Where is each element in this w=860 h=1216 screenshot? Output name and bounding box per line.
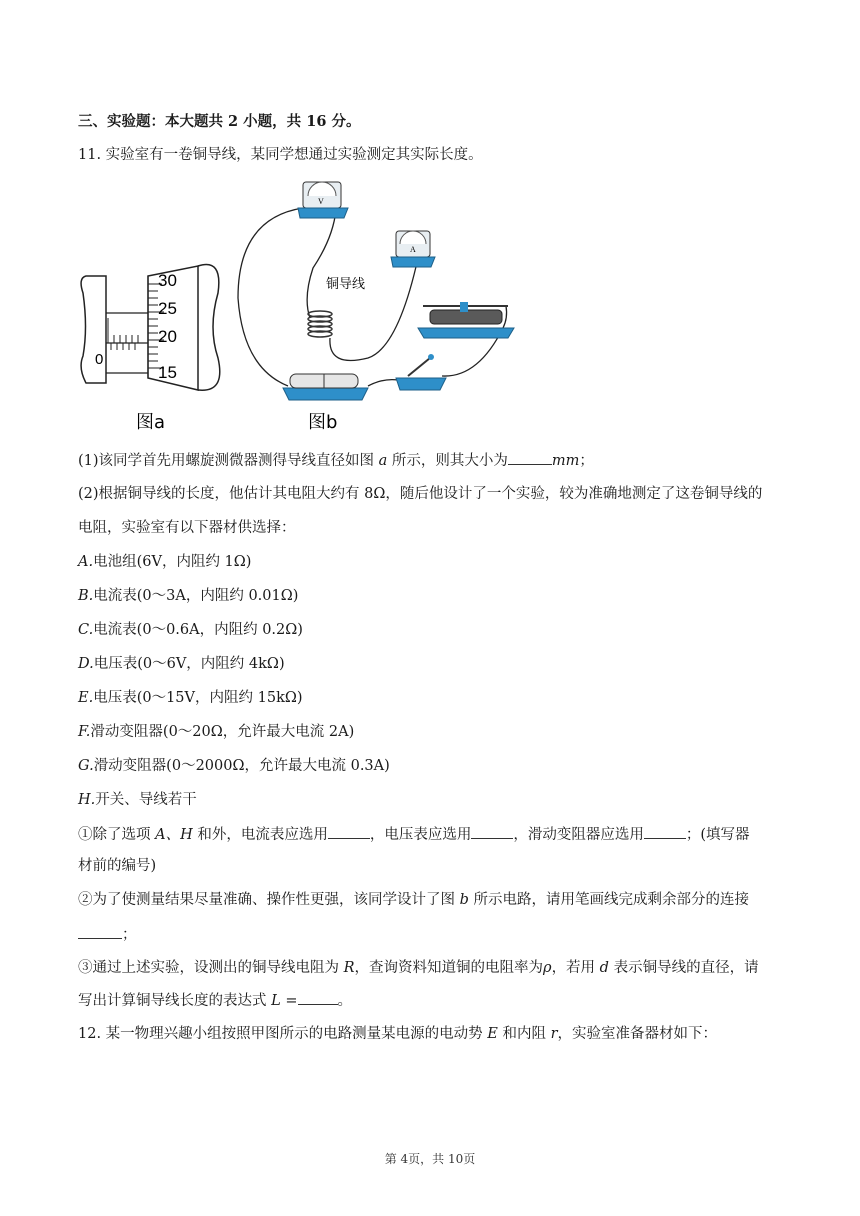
option-d [78,654,285,674]
coil-label: 铜导线 [326,277,366,292]
section-heading: 三、实验题：本大题共 2 小题，共 16 分。 [78,113,361,130]
sub-question-1-line-1 [78,824,750,845]
option-text: 电池组(6V，内阻约 1Ω) [93,554,252,570]
sub-question-2-line-2 [78,924,137,945]
sub-3-var-r: R [343,960,355,976]
sub-3-var-rho: ρ [543,960,552,976]
part-1-var-a: a [378,453,388,469]
question-11-part-2-line-2: 电阻，实验室有以下器材供选择： [78,520,296,536]
sub-question-1-line-2: 材前的编号) [78,858,157,874]
q12-text-a: 12. 某一物理兴趣小组按照甲图所示的电路测量某电源的电动势 [78,1026,488,1042]
option-letter: H. [78,792,96,808]
option-letter: A. [78,554,94,570]
q12-var-e: E [487,1026,498,1042]
option-b [78,586,298,606]
micrometer-number-20: 20 [158,327,177,346]
sub-1-vars: A、H [155,827,193,843]
part-1-unit: mm [551,453,580,469]
part-1-text-a: (1)该同学首先用螺旋测微器测得导线直径如图 [78,453,379,469]
micrometer-figure [81,265,220,433]
option-text: 电流表(0～0.6A，内阻约 0.2Ω) [93,622,303,638]
answer-blank-length-expression[interactable] [298,990,338,1005]
option-c [78,620,303,640]
micrometer-number-30: 30 [158,271,177,290]
sub-1-text-f: ；(填写器 [685,827,750,843]
q12-text-c: ，实验室准备器材如下： [557,1026,718,1042]
sub-3-var-d: d [599,960,609,976]
answer-blank-connection[interactable] [78,924,122,939]
sub-1-text-d: ，电压表应选用 [369,827,472,843]
option-letter: D. [78,656,94,672]
sub-2-text-a: ②为了使测量结果尽量准确、操作性更强，该同学设计了图 [78,892,460,908]
option-letter: F. [78,724,91,740]
option-letter: E. [78,690,94,706]
answer-blank-diameter[interactable] [508,450,552,465]
q12-var-r: r [550,1026,558,1042]
voltmeter-letter: V [318,197,324,206]
option-text: 开关、导线若干 [95,792,197,808]
sub-3-text-d: 表示铜导线的直径，请 [608,960,759,976]
sub-3-text-e: 写出计算铜导线长度的表达式 [78,993,272,1009]
sub-question-3-line-2 [78,990,352,1011]
q12-text-b: 和内阻 [497,1026,551,1042]
sub-2-end: ； [122,927,137,943]
option-text: 电流表(0～3A，内阻约 0.01Ω) [93,588,299,604]
option-text: 滑动变阻器(0～20Ω，允许最大电流 2A) [90,724,355,740]
sub-1-text-e: ，滑动变阻器应选用 [513,827,644,843]
question-12-stem [78,1024,717,1044]
sub-question-2-line-1 [78,890,749,910]
answer-blank-voltmeter[interactable] [471,824,513,839]
option-g [78,756,390,776]
option-e [78,688,303,708]
figure-a-label: 图a [136,412,166,433]
option-letter: G. [78,758,94,774]
option-letter: C. [78,622,94,638]
sub-1-text-c: 和外，电流表应选用 [192,827,328,843]
sub-2-var-b: b [459,892,469,908]
option-text: 电压表(0～6V，内阻约 4kΩ) [93,656,285,672]
question-11-part-1 [78,450,594,471]
micrometer-zero: 0 [95,351,104,368]
option-f [78,722,354,742]
option-text: 滑动变阻器(0～2000Ω，允许最大电流 0.3A) [93,758,390,774]
part-1-end: ； [579,453,594,469]
option-letter: B. [78,588,94,604]
figure-b-label: 图b [308,412,338,433]
micrometer-number-15: 15 [158,363,177,382]
sub-question-3-line-1 [78,958,759,978]
part-1-text-b: 所示，则其大小为 [387,453,508,469]
option-h [78,790,197,810]
answer-blank-rheostat[interactable] [644,824,686,839]
sub-2-text-b: 所示电路，请用笔画线完成剩余部分的连接 [468,892,750,908]
sub-3-var-l: L = [271,993,298,1009]
sub-3-text-c: ，若用 [551,960,600,976]
option-text: 电压表(0～15V，内阻约 15kΩ) [93,690,303,706]
page-footer: 第 4页，共 10页 [384,1152,476,1166]
sub-3-end: 。 [337,993,352,1009]
answer-blank-ammeter[interactable] [328,824,370,839]
sub-3-text-a: ③通过上述实验，设测出的铜导线电阻为 [78,960,344,976]
option-a [78,552,251,572]
circuit-figure [238,182,514,433]
question-11-part-2-line-1: (2)根据铜导线的长度，他估计其电阻大约有 8Ω，随后他设计了一个实验，较为准确地测定了这卷铜导线的 [78,486,763,502]
experiment-figure [78,178,538,440]
sub-1-text-a: ①除了选项 [78,827,156,843]
micrometer-number-25: 25 [158,299,177,318]
question-11-stem: 11. 实验室有一卷铜导线，某同学想通过实验测定其实际长度。 [78,147,483,163]
sub-3-text-b: ，查询资料知道铜的电阻率为 [354,960,544,976]
ammeter-letter: A [410,245,416,254]
